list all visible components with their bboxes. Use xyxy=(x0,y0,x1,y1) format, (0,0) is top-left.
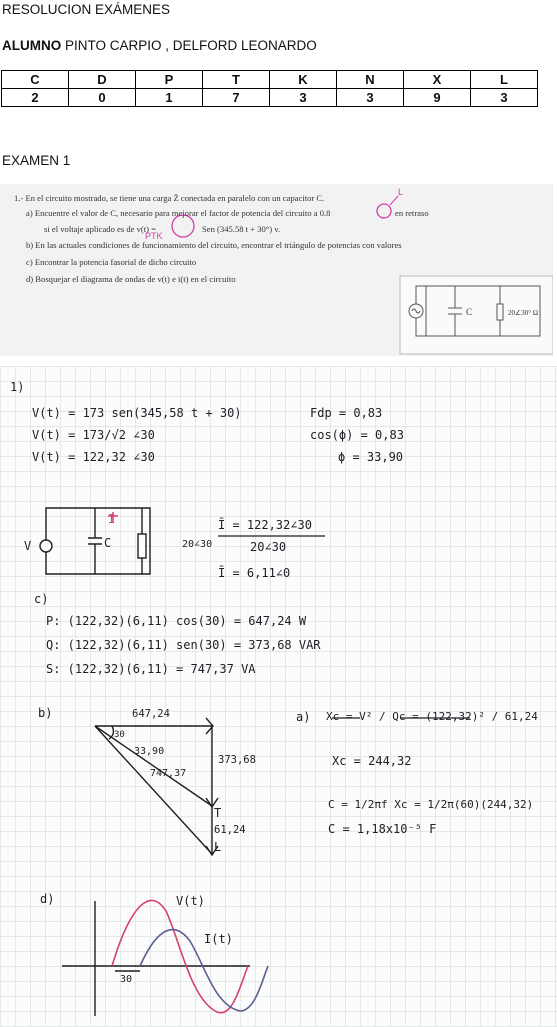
code-header: T xyxy=(203,71,270,89)
circuit-capacitor-label-hand: C xyxy=(104,536,112,550)
solution-drawings xyxy=(0,366,557,1027)
current-numerator: Ī = 122,32∠30 xyxy=(218,518,312,532)
document-title: RESOLUCION EXÁMENES xyxy=(2,2,171,17)
triangle-angle-30: 30 xyxy=(114,730,125,740)
annotation-ptk: PTK xyxy=(145,231,163,241)
circuit-current-label: I xyxy=(108,512,116,526)
xc-formula: Xc = V² / Qc = (122,32)² / 61,24 xyxy=(326,710,538,723)
problem-d: d) Bosquejar el diagrama de ondas de v(t) e i(t) en el circuito xyxy=(26,274,236,284)
voltage-equation-3: V(t) = 122,32 ∠30 xyxy=(32,450,155,464)
capacitance-formula: C = 1/2πf Xc = 1/2π(60)(244,32) xyxy=(328,798,534,811)
voltage-waveform xyxy=(112,900,248,1012)
triangle-l-label: L xyxy=(214,840,222,854)
student-line xyxy=(2,38,317,53)
circuit-capacitor-label: C xyxy=(466,307,473,317)
circuit-impedance-label: 20∠30 xyxy=(182,539,213,550)
problem-intro: 1.- En el circuito mostrado, se tiene una carga Z̄ conectada en paralelo con un capacitor C. xyxy=(14,193,325,203)
power-factor: Fdp = 0,83 xyxy=(310,406,383,420)
problem-a: a) Encuentre el valor de C, necesario para mejorar el factor de potencia del circuito a 0.8 xyxy=(26,208,331,218)
voltage-equation-1: V(t) = 173 sen(345,58 t + 30) xyxy=(32,406,242,420)
triangle-p-value: 647,24 xyxy=(132,708,170,720)
code-table xyxy=(1,70,538,107)
code-value: 7 xyxy=(203,89,270,107)
section-a-label: a) xyxy=(296,710,311,724)
problem-a-tail: en retraso xyxy=(395,208,429,218)
voltage-equation-2: V(t) = 173/√2 ∠30 xyxy=(32,428,155,442)
problem-a-voltage: si el voltaje aplicado es de v(t) = xyxy=(44,224,156,234)
code-table-value-row xyxy=(2,89,538,107)
cos-phi: cos(ϕ) = 0,83 xyxy=(310,428,404,442)
circuit-voltage-label: V xyxy=(24,539,32,553)
code-value: 3 xyxy=(471,89,538,107)
triangle-phi-value: 33,90 xyxy=(134,746,165,757)
current-wave-label: I(t) xyxy=(204,932,233,946)
triangle-qc-value: 61,24 xyxy=(214,824,246,836)
solution-circuit-sketch xyxy=(40,508,150,574)
active-power: P: (122,32)(6,11) cos(30) = 647,24 W xyxy=(46,614,307,628)
code-header: K xyxy=(270,71,337,89)
current-denominator: 20∠30 xyxy=(250,540,287,554)
phi-angle: ϕ = 33,90 xyxy=(338,450,404,464)
problem-a-voltage-tail: Sen (345.58 t + 30°) v. xyxy=(202,224,281,234)
code-table-header-row xyxy=(2,71,538,89)
section-b-label: b) xyxy=(38,706,53,720)
annotation-circle-fp xyxy=(377,204,391,218)
code-value: 9 xyxy=(404,89,471,107)
reactive-power: Q: (122,32)(6,11) sen(30) = 373,68 VAR xyxy=(46,638,321,652)
student-label: ALUMNO xyxy=(2,38,62,53)
code-header: P xyxy=(136,71,203,89)
code-header: L xyxy=(471,71,538,89)
triangle-q-value: 373,68 xyxy=(218,754,256,766)
section-1-label: 1) xyxy=(10,380,25,394)
code-header: X xyxy=(404,71,471,89)
code-header: N xyxy=(337,71,404,89)
current-result: Ī = 6,11∠0 xyxy=(218,566,291,580)
wave-phase-label: 30 xyxy=(120,974,133,985)
code-value: 1 xyxy=(136,89,203,107)
section-c-label: c) xyxy=(34,592,49,606)
annotation-arrow xyxy=(390,196,398,205)
annotation-l: L xyxy=(398,187,404,197)
exam-statement-photo xyxy=(0,184,553,356)
exam-title: EXAMEN 1 xyxy=(2,153,71,168)
annotation-circle-amplitude xyxy=(172,215,194,237)
problem-c: c) Encontrar la potencia fasorial de dicho circuito xyxy=(26,257,197,267)
handwritten-solution xyxy=(0,366,557,1027)
code-value: 2 xyxy=(2,89,69,107)
problem-b: b) En las actuales condiciones de funcionamiento del circuito, encontrar el triángulo de potencias con valores xyxy=(26,240,402,250)
circuit-load-label: 20∠30° Ω xyxy=(508,309,539,317)
voltage-wave-label: V(t) xyxy=(176,894,205,908)
code-value: 3 xyxy=(337,89,404,107)
triangle-s-value: 747,37 xyxy=(150,768,187,779)
capacitance-result: C = 1,18x10⁻⁵ F xyxy=(328,822,437,836)
student-name: PINTO CARPIO , DELFORD LEONARDO xyxy=(61,38,317,53)
triangle-t-label: T xyxy=(214,806,222,820)
xc-result: Xc = 244,32 xyxy=(332,754,412,768)
code-header: D xyxy=(69,71,136,89)
code-header: C xyxy=(2,71,69,89)
code-value: 3 xyxy=(270,89,337,107)
section-d-label: d) xyxy=(40,892,55,906)
code-value: 0 xyxy=(69,89,136,107)
apparent-power: S: (122,32)(6,11) = 747,37 VA xyxy=(46,662,256,676)
